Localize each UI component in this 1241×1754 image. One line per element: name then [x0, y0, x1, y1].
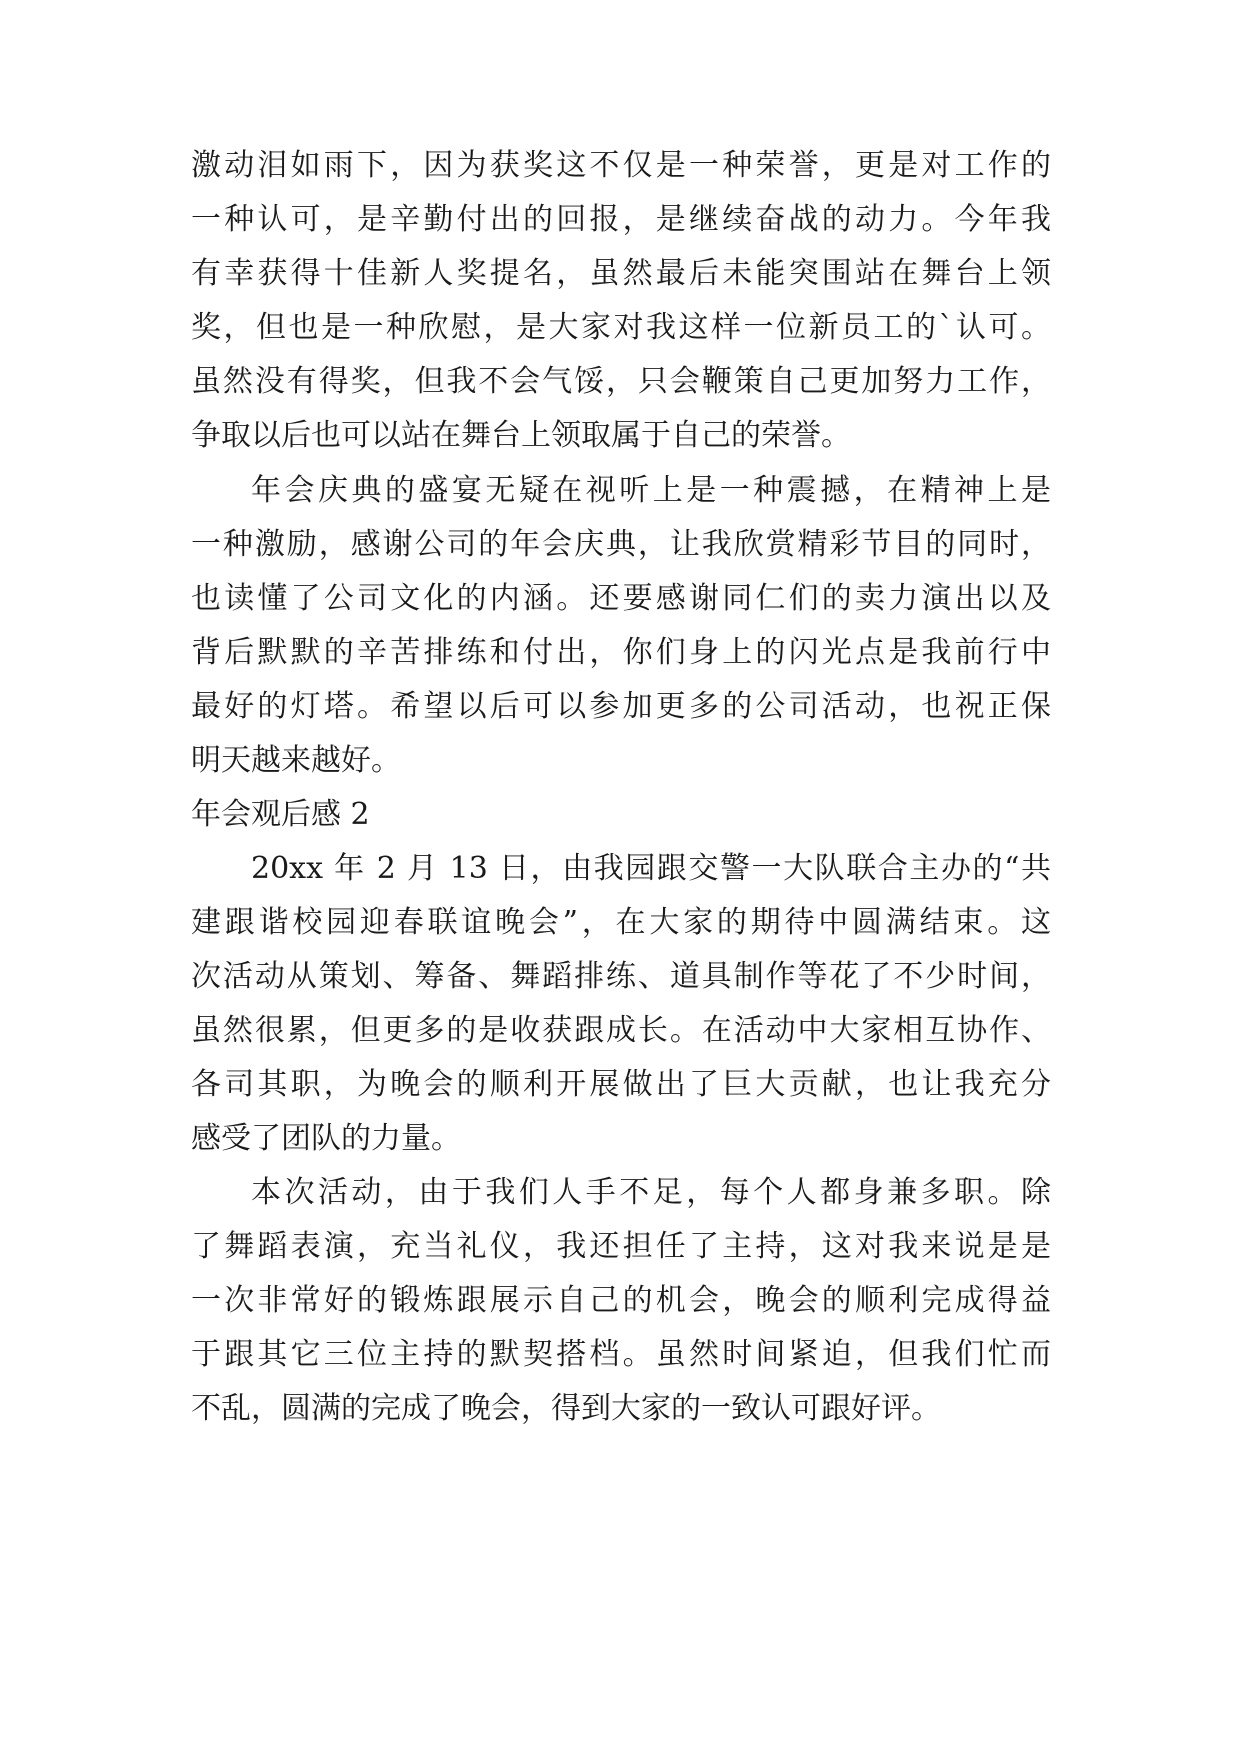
- paragraph-line: 奖，但也是一种欣慰，是大家对我这样一位新员工的`认可。: [191, 310, 1051, 345]
- paragraph-line: 不乱，圆满的完成了晚会，得到大家的一致认可跟好评。: [191, 1391, 941, 1426]
- paragraph-line: 争取以后也可以站在舞台上领取属于自己的荣誉。: [191, 418, 851, 453]
- paragraph-line: 了舞蹈表演，充当礼仪，我还担任了主持，这对我来说是是: [191, 1229, 1051, 1264]
- paragraph-line: 感受了团队的力量。: [191, 1121, 461, 1156]
- paragraph-line: 各司其职，为晚会的顺利开展做出了巨大贡献，也让我充分: [191, 1067, 1051, 1102]
- paragraph-line: 一种激励，感谢公司的年会庆典，让我欣赏精彩节目的同时，: [191, 527, 1051, 562]
- paragraph-line: 一次非常好的锻炼跟展示自己的机会，晚会的顺利完成得益: [191, 1283, 1051, 1318]
- paragraph-line: 本次活动，由于我们人手不足，每个人都身兼多职。除: [251, 1175, 1051, 1210]
- paragraph-line: 20xx 年 2 月 13 日，由我园跟交警一大队联合主办的“共: [251, 851, 1051, 886]
- paragraph-line: 明天越来越好。: [191, 743, 401, 778]
- paragraph-line: 次活动从策划、筹备、舞蹈排练、道具制作等花了不少时间，: [191, 959, 1051, 994]
- paragraph-line: 也读懂了公司文化的内涵。还要感谢同仁们的卖力演出以及: [191, 581, 1051, 616]
- paragraph-line: 虽然没有得奖，但我不会气馁，只会鞭策自己更加努力工作，: [191, 364, 1051, 399]
- paragraph-line: 有幸获得十佳新人奖提名，虽然最后未能突围站在舞台上领: [191, 256, 1051, 291]
- paragraph-line: 激动泪如雨下，因为获奖这不仅是一种荣誉，更是对工作的: [191, 148, 1051, 183]
- paragraph-line: 虽然很累，但更多的是收获跟成长。在活动中大家相互协作、: [191, 1013, 1051, 1048]
- section-heading: 年会观后感 2: [191, 797, 370, 832]
- paragraph-line: 一种认可，是辛勤付出的回报，是继续奋战的动力。今年我: [191, 202, 1051, 237]
- paragraph-line: 建跟谐校园迎春联谊晚会”，在大家的期待中圆满结束。这: [191, 905, 1051, 940]
- paragraph-line: 背后默默的辛苦排练和付出，你们身上的闪光点是我前行中: [191, 635, 1051, 670]
- paragraph-line: 于跟其它三位主持的默契搭档。虽然时间紧迫，但我们忙而: [191, 1337, 1051, 1372]
- paragraph-line: 年会庆典的盛宴无疑在视听上是一种震撼，在精神上是: [251, 473, 1051, 508]
- paragraph-line: 最好的灯塔。希望以后可以参加更多的公司活动，也祝正保: [191, 689, 1051, 724]
